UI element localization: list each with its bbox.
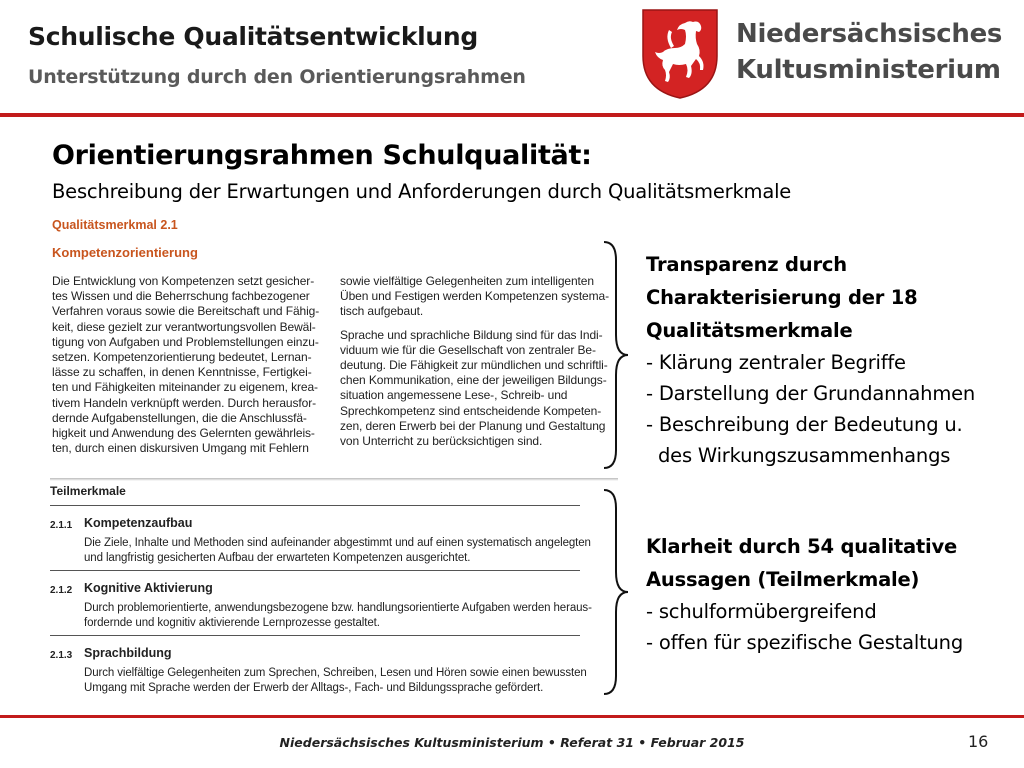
page-number: 16: [968, 732, 989, 751]
text-line: Sprechkompetenz sind entscheidende Kompeten-: [340, 403, 602, 418]
teilmerkmal-row: [50, 505, 591, 570]
text-line: ten, durch einen diskursiven Umgang mit Fehlern: [52, 441, 309, 456]
text-line: dernde Aufgabenstellungen, die die Anschlussfä-: [52, 410, 307, 425]
merkmal-label: Qualitätsmerkmal 2.1: [52, 218, 178, 232]
teilmerkmale-table: [50, 505, 592, 700]
text-line: fordernde und kognitiv aktivierende Lernprozesse gestaltet.: [84, 617, 380, 629]
header-divider: [0, 113, 1024, 117]
note-heading-line: Transparenz durch: [646, 253, 847, 276]
note-heading-line: Qualitätsmerkmale: [646, 319, 853, 342]
text-line: deutung. Die Fähigkeit zur mündlichen und schriftli-: [340, 358, 608, 373]
text-line: Sprache und sprachliche Bildung sind für das Indi-: [340, 327, 603, 342]
ministry-line-2: Kultusministerium: [736, 55, 1001, 85]
document-left-column: [52, 274, 319, 456]
teilmerkmal-text: [84, 601, 592, 631]
note-transparency: [646, 248, 975, 471]
note-heading-line: Klarheit durch 54 qualitative: [646, 535, 958, 558]
text-line: und langfristig gesicherten Aufbau der erwarteten Kompetenzen ausgerichtet.: [84, 552, 471, 564]
main-heading: Orientierungsrahmen Schulqualität:: [52, 140, 592, 171]
note-item: - Darstellung der Grundannahmen: [646, 382, 976, 405]
text-line: keit, diese gezielt zur verantwortungsvollen Bewäl-: [52, 319, 316, 334]
teilmerkmal-title: Sprachbildung: [84, 646, 172, 660]
teilmerkmal-number: 2.1.3: [50, 650, 73, 661]
ministry-logo-text: [736, 16, 1002, 88]
text-line: Die Ziele, Inhalte und Methoden sind aufeinander abgestimmt und auf einen systematisch angelegten: [84, 537, 591, 549]
text-line: lässe zu schaffen, in denen Kenntnisse, Fertigkei-: [52, 365, 312, 380]
note-item: - Klärung zentraler Begriffe: [646, 351, 906, 374]
note-item: des Wirkungszusammenhangs: [646, 444, 951, 467]
note-heading-line: Aussagen (Teilmerkmale): [646, 568, 920, 591]
teilmerkmal-row: [50, 570, 592, 635]
ministry-line-1: Niedersächsisches: [736, 19, 1003, 49]
slide-title: Schulische Qualitätsentwicklung: [28, 22, 479, 51]
text-line: higkeit und Anwendung des Gelernten gewährleis-: [52, 426, 315, 441]
note-item: - Beschreibung der Bedeutung u.: [646, 413, 963, 436]
lower-saxony-horse-crest-icon: [641, 8, 719, 100]
document-excerpt: [50, 218, 618, 478]
teilmerkmal-row: [50, 635, 587, 700]
text-line: ten und Fähigkeiten miteinander zu eigenem, krea-: [52, 380, 318, 395]
text-line: Durch problemorientierte, anwendungsbezogene bzw. handlungsorientierte Aufgaben werden heraus-: [84, 602, 592, 614]
text-line: Durch vielfältige Gelegenheiten zum Sprechen, Schreiben, Lesen und Hören sowie einen bewussten: [84, 667, 587, 679]
teilmerkmal-title: Kompetenzaufbau: [84, 516, 193, 530]
footer-text: Niedersächsisches Kultusministerium • Referat 31 • Februar 2015: [279, 735, 745, 750]
text-line: setzen. Kompetenzorientierung bedeutet, Lernan-: [52, 350, 312, 365]
text-line: Die Entwicklung von Kompetenzen setzt gesicher-: [52, 274, 315, 288]
teilmerkmale-label: Teilmerkmale: [50, 484, 126, 498]
note-heading-line: Charakterisierung der 18: [646, 286, 918, 309]
note-clarity: [646, 530, 963, 658]
slide-subtitle: Unterstützung durch den Orientierungsrahmen: [28, 66, 526, 88]
text-line: situation angemessene Lese-, Schreib- und: [340, 388, 568, 403]
text-line: tigung von Aufgaben und Problemstellungen einzu-: [52, 334, 319, 349]
text-line: tisch aufgebaut.: [340, 304, 424, 319]
document-right-column: [340, 274, 609, 449]
footer-divider: [0, 715, 1024, 718]
text-line: Umgang mit Sprache werden der Erwerb der Alltags-, Fach- und Bildungssprache gefördert.: [84, 682, 544, 694]
document-edge-shadow: [50, 478, 618, 481]
note-item: - offen für spezifische Gestaltung: [646, 631, 964, 654]
paragraph-gap: [340, 320, 609, 328]
merkmal-title: Kompetenzorientierung: [52, 245, 198, 260]
teilmerkmal-title: Kognitive Aktivierung: [84, 581, 213, 595]
text-line: sowie vielfältige Gelegenheiten zum intelligenten: [340, 274, 594, 288]
curly-brace-icon: [600, 488, 634, 696]
teilmerkmal-number: 2.1.1: [50, 520, 73, 531]
text-line: tes Wissen und die Beherrschung fachbezogener: [52, 289, 310, 304]
text-line: Üben und Festigen werden Kompetenzen systema-: [340, 289, 609, 304]
text-line: chen Kommunikation, eine der jeweiligen Bildungs-: [340, 373, 607, 388]
teilmerkmal-number: 2.1.2: [50, 585, 73, 596]
text-line: von Unterricht zu berücksichtigen sind.: [340, 434, 543, 449]
teilmerkmal-text: [84, 666, 587, 696]
text-line: viduum wie für die Gesellschaft von zentraler Be-: [340, 342, 596, 357]
teilmerkmal-text: [84, 536, 591, 566]
text-line: zen, deren Erwerb bei der Planung und Gestaltung: [340, 418, 606, 433]
curly-brace-icon: [600, 240, 634, 470]
note-item: - schulformübergreifend: [646, 600, 877, 623]
text-line: tivem Handeln verknüpft werden. Durch herausfor-: [52, 395, 316, 410]
text-line: Verfahren voraus sowie die Bereitschaft und Fähig-: [52, 304, 320, 319]
main-subheading: Beschreibung der Erwartungen und Anforderungen durch Qualitätsmerkmale: [52, 180, 792, 203]
